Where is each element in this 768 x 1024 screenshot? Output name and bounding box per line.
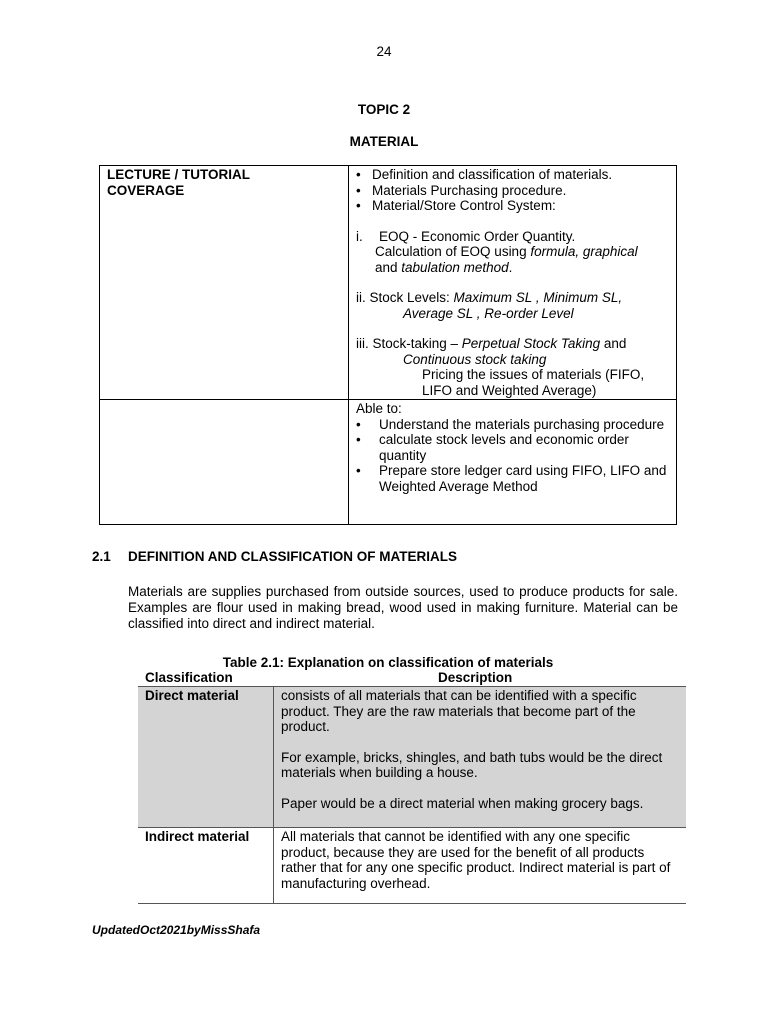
footer-note: UpdatedOct2021byMissShafa <box>92 923 261 937</box>
coverage-bullet: • Material/Store Control System: <box>356 198 672 214</box>
topic-title: TOPIC 2 <box>357 102 411 117</box>
row-classification: Direct material <box>145 688 239 703</box>
section-heading: 2.1 DEFINITION AND CLASSIFICATION OF MATERIALS <box>92 549 457 564</box>
coverage-item-iii: iii. Stock-taking – Perpetual Stock Taking and Continuous stock taking Pricing the issues of materials (FIFO, LIFO and Weighted Average) <box>356 336 645 398</box>
outcome-item: • calculate stock levels and economic order quantity <box>356 432 672 463</box>
coverage-divider-horizontal <box>100 399 676 400</box>
coverage-outcomes <box>356 401 672 494</box>
row-description: All materials that cannot be identified with any one specific product, because they are used for the benefit of all products rather that for any one specific product. Indirect material is part of manufacturing overhead. <box>273 828 686 903</box>
coverage-topics <box>356 167 672 398</box>
header-description: Description <box>438 670 513 685</box>
header-classification: Classification <box>145 670 233 685</box>
table-row <box>138 827 686 904</box>
section-paragraph: Materials are supplies purchased from outside sources, used to produce products for sale. Examples are flour used in making bread, wood used in making furniture. Material can be classified into direct and indirect material. <box>128 584 678 631</box>
table-row <box>138 686 686 827</box>
outcome-item: • Prepare store ledger card using FIFO, LIFO and Weighted Average Method <box>356 463 672 494</box>
topic-name: MATERIAL <box>349 134 419 149</box>
outcome-item: • Understand the materials purchasing procedure <box>356 417 672 433</box>
coverage-item-ii: ii. Stock Levels: Maximum SL , Minimum SL, Average SL , Re-order Level <box>356 290 623 321</box>
able-to-label: Able to: <box>356 401 402 416</box>
page-number: 24 <box>376 44 392 59</box>
row-description: consists of all materials that can be identified with a specific product. They are the raw materials that become part of the product. For example, bricks, shingles, and bath tubs would be the direct materials when building a house. Paper would be a direct material when making grocery bags. <box>273 687 686 827</box>
coverage-bullet: • Definition and classification of materials. <box>356 167 672 183</box>
table-header <box>138 670 686 686</box>
coverage-table <box>99 165 677 525</box>
coverage-label: LECTURE / TUTORIAL COVERAGE <box>107 167 250 198</box>
row-classification: Indirect material <box>145 829 250 844</box>
coverage-item-i: i. EOQ - Economic Order Quantity. Calculation of EOQ using formula, graphical and tabulation method. <box>356 228 638 275</box>
table-caption: Table 2.1: Explanation on classification of materials <box>222 655 554 670</box>
coverage-bullet: • Materials Purchasing procedure. <box>356 183 672 199</box>
coverage-divider-vertical <box>348 166 349 524</box>
